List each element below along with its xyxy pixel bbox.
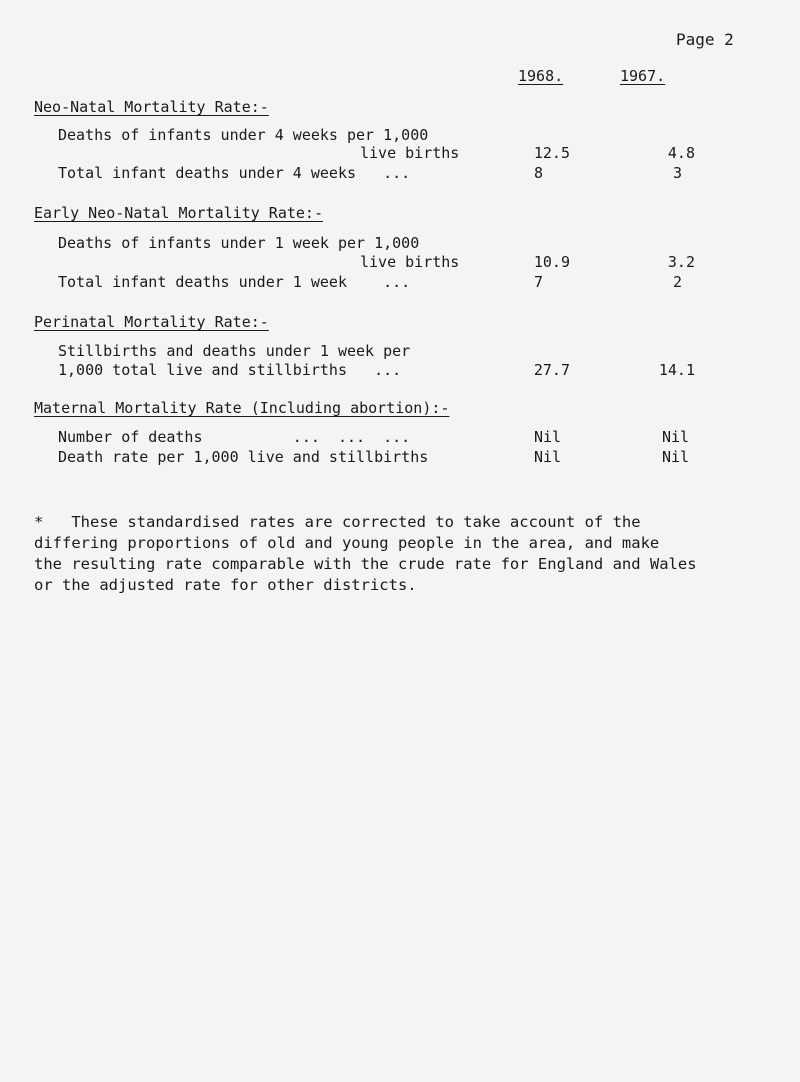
page-number: Page 2 <box>676 30 734 49</box>
section-heading-neo-natal: Neo-Natal Mortality Rate:- <box>34 98 269 116</box>
section-heading-early-neo-natal: Early Neo-Natal Mortality Rate:- <box>34 204 323 222</box>
value-1968: 7 <box>534 273 544 291</box>
column-header-1968: 1968. <box>518 67 564 85</box>
value-1967: Nil <box>662 428 690 446</box>
section-heading-perinatal: Perinatal Mortality Rate:- <box>34 313 269 331</box>
row-label: Stillbirths and deaths under 1 week per <box>58 342 411 360</box>
row-label: Death rate per 1,000 live and stillbirths <box>58 448 429 466</box>
footnote-line: * These standardised rates are corrected to take account of the <box>34 513 641 531</box>
row-label: Deaths of infants under 1 week per 1,000 <box>58 234 420 252</box>
row-label-cont: live births <box>360 253 460 271</box>
footnote-line: or the adjusted rate for other districts. <box>34 576 417 594</box>
section-heading-maternal: Maternal Mortality Rate (Including abortion):- <box>34 399 450 417</box>
column-header-1967: 1967. <box>620 67 666 85</box>
row-label-cont: 1,000 total live and stillbirths ... <box>58 361 402 379</box>
value-1967: 4.8 <box>667 144 695 162</box>
footnote-line: differing proportions of old and young people in the area, and make <box>34 534 660 552</box>
row-label: Number of deaths ... ... ... <box>58 428 411 446</box>
row-label: Total infant deaths under 1 week ... <box>58 273 411 291</box>
value-1968: Nil <box>534 428 562 446</box>
row-label: Total infant deaths under 4 weeks ... <box>58 164 411 182</box>
value-1968: 8 <box>534 164 544 182</box>
footnote <box>34 512 774 596</box>
value-1967: 3 <box>673 164 683 182</box>
value-1968: Nil <box>534 448 562 466</box>
value-1968: 12.5 <box>533 144 570 162</box>
footnote-line: the resulting rate comparable with the crude rate for England and Wales <box>34 555 697 573</box>
value-1967: 2 <box>673 273 683 291</box>
value-1967: 3.2 <box>667 253 695 271</box>
row-label: Deaths of infants under 4 weeks per 1,000 <box>58 126 429 144</box>
value-1968: 27.7 <box>533 361 570 379</box>
value-1968: 10.9 <box>533 253 570 271</box>
row-label-cont: live births <box>360 144 460 162</box>
value-1967: 14.1 <box>658 361 695 379</box>
value-1967: Nil <box>662 448 690 466</box>
